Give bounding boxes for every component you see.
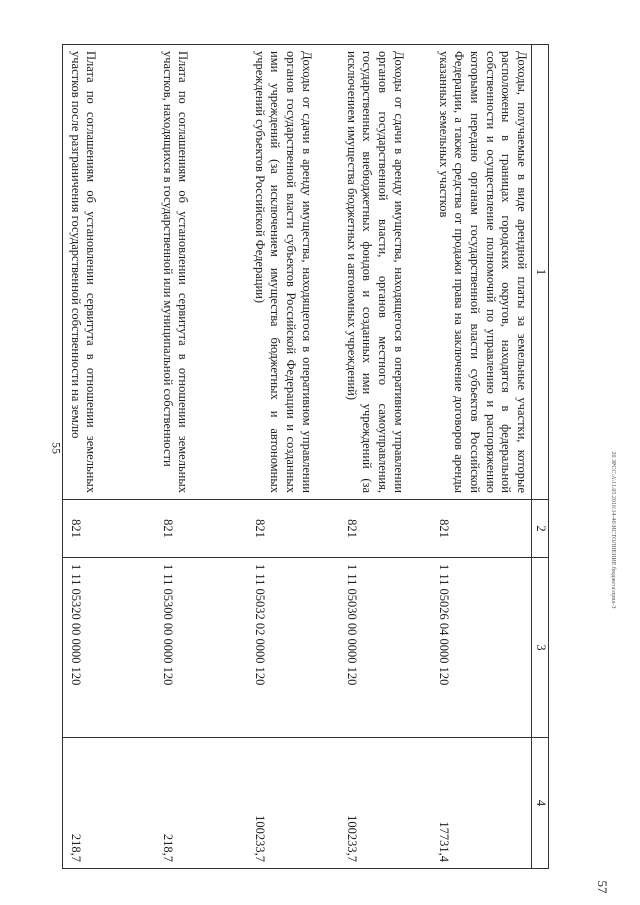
table-row <box>431 45 531 869</box>
row-admin-code: 821 <box>247 500 339 558</box>
budget-table-grid <box>62 44 549 869</box>
row-classification-code: 1 11 05300 00 0000 120 <box>155 558 247 738</box>
row-description: Доходы, получаемые в виде арендной платы за земельные участки, которые расположены в границах городских округов, находятся в федеральной собственности и осуществление полномочий по управлению и распоряжению которыми передано органам государственной власти субъектов Российской Федерации, а также средства от продажи права на заключение договоров аренды указанных земельных участков <box>431 45 531 500</box>
row-admin-code: 821 <box>431 500 531 558</box>
budget-table <box>68 44 549 868</box>
file-stamp: 20 ЗРСС\А\11.05.2016\14-46\ИСТОЛНЕНИЕ бюджета\прил-3 <box>610 451 616 609</box>
row-admin-code: 821 <box>155 500 247 558</box>
column-header: 2 <box>532 500 549 558</box>
row-classification-code: 1 11 05032 02 0000 120 <box>247 558 339 738</box>
row-amount: 100233,7 <box>247 738 339 869</box>
column-header: 4 <box>532 738 549 869</box>
row-description: Плата по соглашениям об установлении сервитута в отношении земельных участков после разграничения государственной собственности на землю <box>63 45 156 500</box>
row-description: Плата по соглашениям об установлении сервитута в отношении земельных участков, находящихся в государственной или муниципальной собственности <box>155 45 247 500</box>
row-description: Доходы от сдачи в аренду имущества, находящегося в оперативном управлении органов государственной власти субъектов Российской Федерации и созданных ими учреждений (за исключением имущества бюджетных и автономных учреждений субъектов Российской Федерации) <box>247 45 339 500</box>
column-header: 1 <box>532 45 549 500</box>
row-classification-code: 1 11 05026 04 0000 120 <box>431 558 531 738</box>
row-classification-code: 1 11 05030 00 0000 120 <box>339 558 431 738</box>
table-row <box>155 45 247 869</box>
page-number-top: 55 <box>49 442 64 454</box>
row-amount: 17731,4 <box>431 738 531 869</box>
row-description: Доходы от сдачи в аренду имущества, находящегося в оперативном управлении органов государственной власти, органов местного самоуправления, государственных внебюджетных фондов и созданных ими учреждений (за исключением имущества бюджетных и автономных учреждений) <box>339 45 431 500</box>
table-rotation-frame <box>68 44 549 868</box>
row-amount: 218,7 <box>155 738 247 869</box>
row-classification-code: 1 11 05320 00 0000 120 <box>63 558 156 738</box>
row-admin-code: 821 <box>339 500 431 558</box>
table-row <box>339 45 431 869</box>
row-admin-code: 821 <box>63 500 156 558</box>
row-amount: 218,7 <box>63 738 156 869</box>
row-amount: 100233,7 <box>339 738 431 869</box>
table-row <box>63 45 156 869</box>
table-row <box>247 45 339 869</box>
page-number-bottom: 57 <box>595 880 610 894</box>
column-header: 3 <box>532 558 549 738</box>
table-header-row <box>532 45 549 869</box>
